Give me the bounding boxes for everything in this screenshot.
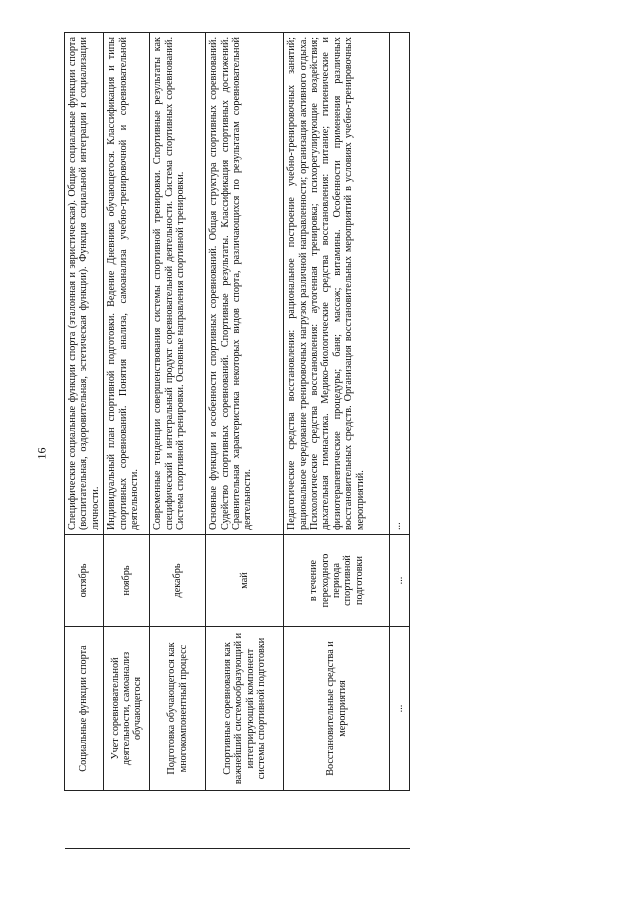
topic-cell: Спортивные соревнования как важнейший системообразующий и интегрирующий компонент системы спортивной подготовки <box>206 627 284 791</box>
content-cell: Современные тенденции совершенствования системы спортивной тренировки. Спортивные результаты как специфический и интегральный продукт соревновательной деятельности. Система спортивных соревнований. Система спортивной тренировки. Основные направления спортивной тренировки. <box>150 33 206 535</box>
topic-cell: ... <box>390 627 410 791</box>
table-row <box>206 33 284 849</box>
page-number: 16 <box>34 447 49 460</box>
rotated-table-container <box>64 33 404 849</box>
date-cell: ноябрь <box>104 535 150 627</box>
date-cell: май <box>206 535 284 627</box>
content-cell: Индивидуальный план спортивной подготовки. Ведение Дневника обучающегося. Классификация и типы спортивных соревнований. Понятия анализа, самоанализа учебно-тренировочной и соревновательной деятельности. <box>104 33 150 535</box>
content-cell: Специфические социальные функции спорта (эталонная и эвристическая). Общие социальные функции спорта (воспитательная, оздоровительная, эстетическая функции). Функция социальной интеграции и социализации личности. <box>65 33 104 535</box>
curriculum-table <box>64 32 410 849</box>
topic-cell: Подготовка обучающегося как многокомпонентный процесс <box>150 627 206 791</box>
date-cell: ... <box>390 535 410 627</box>
content-cell: Педагогические средства восстановления: рациональное построение учебно-тренировочных занятий; рациональное чередование тренировочных нагрузок различной направленности; организация активного отдыха. Психологические средства восстановления: аутогенная тренировка; психорегулирующие воздействия; дыхательная гимнастика. Медико-биологические средства восстановления: питание; гигиенические и физиотерапевтические процедуры; баня; массаж; витамины. Особенности применения различных восстановительных средств. Организация восстановительных мероприятий в условиях учебно-тренировочных мероприятий. <box>284 33 390 535</box>
empty-left-column <box>65 791 410 849</box>
date-cell: октябрь <box>65 535 104 627</box>
table-row <box>390 33 410 849</box>
topic-cell: Социальные функции спорта <box>65 627 104 791</box>
date-cell: декабрь <box>150 535 206 627</box>
content-cell: Основные функции и особенности спортивных соревнований. Общая структура спортивных соревнований. Судейство спортивных соревнований. Спортивные результаты. Классификация спортивных достижений. Сравнительная характеристика некоторых видов спорта, различающихся по результатам соревновательной деятельности. <box>206 33 284 535</box>
topic-cell: Восстановительные средства и мероприятия <box>284 627 390 791</box>
table-row <box>284 33 390 849</box>
date-cell: в течение переходного периода спортивной подготовки <box>284 535 390 627</box>
table-row <box>104 33 150 849</box>
table-row <box>150 33 206 849</box>
content-cell: ... <box>390 33 410 535</box>
table-row <box>65 33 104 849</box>
topic-cell: Учет соревновательной деятельности, самоанализ обучающегося <box>104 627 150 791</box>
